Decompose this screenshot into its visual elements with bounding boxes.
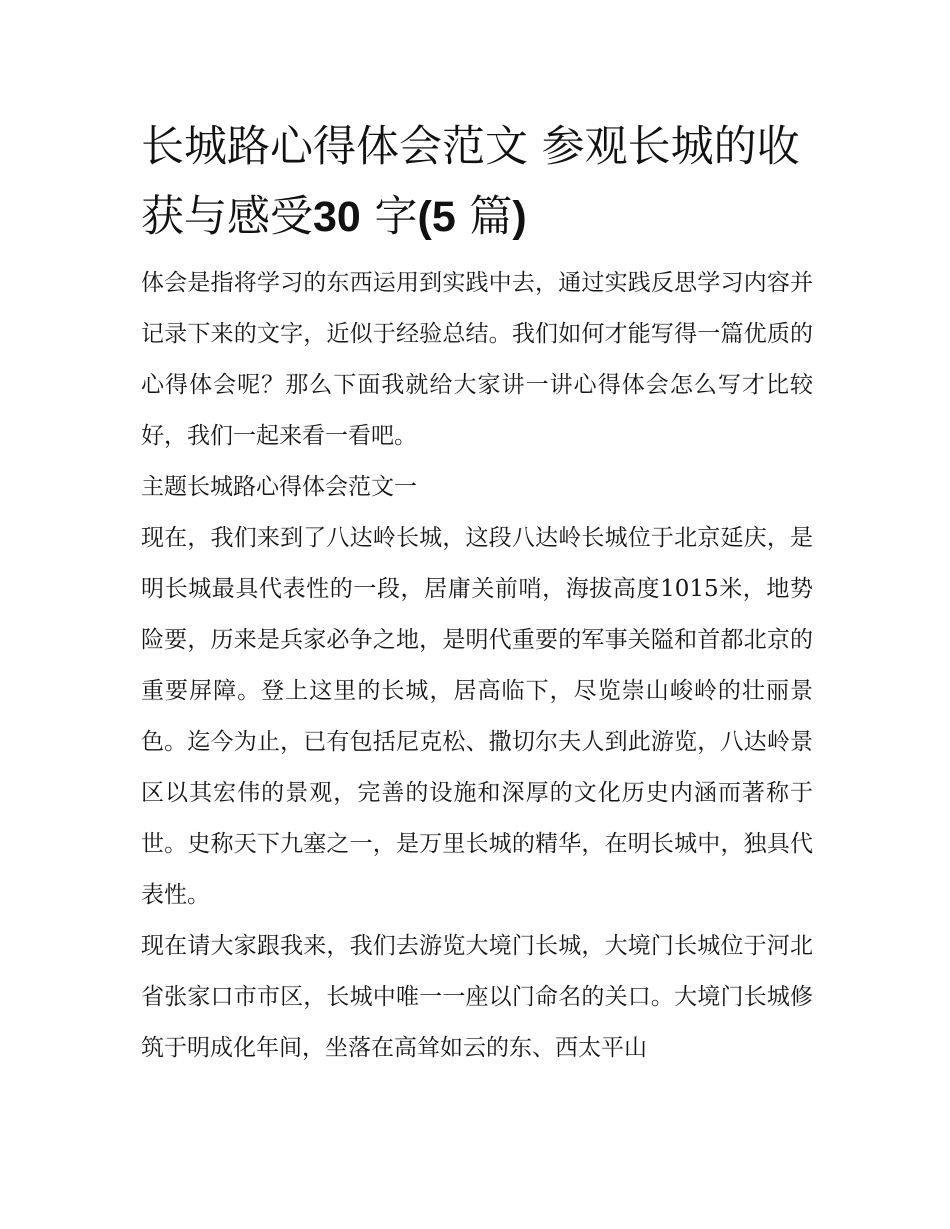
title-text-1: 长城路心得体会范文 参观长城的收获与感受 [141, 122, 800, 242]
title-text-2: 字 [374, 192, 418, 242]
section-heading: 主题长城路心得体会范文一 [141, 474, 417, 500]
title-number: 30 [313, 193, 361, 241]
document-body [141, 112, 813, 1074]
title-text-3: 篇 [469, 192, 513, 242]
document-title [141, 112, 813, 252]
paragraph-dajingmen: 现在请大家跟我来，我们去游览大境门长城，大境门长城位于河北省张家口市市区，长城中唯一一座以门命名的关口。大境门长城修筑于明成化年间，坐落在高耸如云的东、西太平山 [141, 933, 813, 1061]
intro-paragraph: 体会是指将学习的东西运用到实践中去，通过实践反思学习内容并记录下来的文字，近似于经验总结。我们如何才能写得一篇优质的心得体会呢？那么下面我就给大家讲一讲心得体会怎么写才比较好，我们一起来看一看吧。 [141, 270, 813, 449]
title-count: (5 [417, 193, 456, 241]
title-close: ) [512, 193, 527, 241]
paragraph-badaling: 现在，我们来到了八达岭长城，这段八达岭长城位于北京延庆，是明长城最具代表性的一段，居庸关前哨，海拔高度1015米，地势险要，历来是兵家必争之地，是明代重要的军事关隘和首都北京的重要屏障。登上这里的长城，居高临下，尽览崇山峻岭的壮丽景色。迄今为止，已有包括尼克松、撒切尔夫人到此游览，八达岭景区以其宏伟的景观，完善的设施和深厚的文化历史内涵而著称于世。史称天下九塞之一，是万里长城的精华，在明长城中，独具代表性。 [141, 525, 813, 908]
